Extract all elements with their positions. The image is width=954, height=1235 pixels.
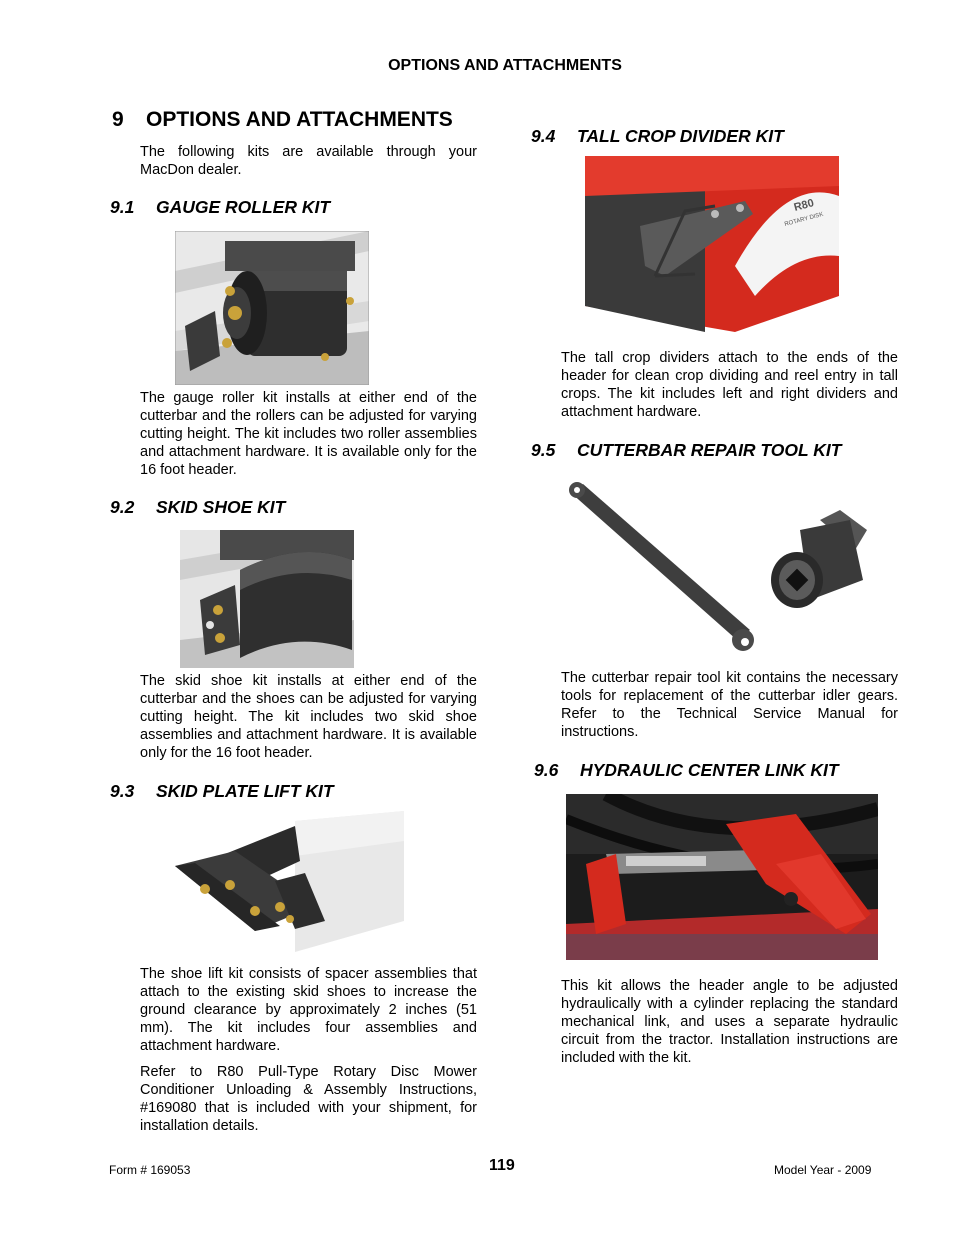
section-body-9-4 bbox=[561, 349, 898, 421]
section-body-9-6 bbox=[561, 977, 898, 1067]
section-title: TALL CROP DIVIDER KIT bbox=[577, 126, 784, 146]
section-paragraph: The tall crop dividers attach to the ends of the header for clean crop dividing and reel entry in tall crops. The kit includes left and right dividers and attachment hardware. bbox=[561, 350, 898, 420]
intro-text: The following kits are available through your MacDon dealer. bbox=[140, 144, 477, 178]
section-heading-9-2 bbox=[110, 497, 285, 518]
hydraulic-center-link-image bbox=[566, 794, 878, 960]
r80-decal: R80 bbox=[792, 197, 816, 214]
footer-form-number: Form # 169053 bbox=[109, 1163, 191, 1177]
footer-model-year: Model Year - 2009 bbox=[774, 1163, 872, 1177]
section-paragraph: The gauge roller kit installs at either end of the cutterbar and the rollers can be adjusted for varying cutting height. The kit includes two roller assemblies and attachment hardware. It is available only for the 16 foot header. bbox=[140, 390, 477, 478]
section-heading-9-1 bbox=[110, 197, 330, 218]
section-paragraph: This kit allows the header angle to be adjusted hydraulically with a cylinder replacing the standard mechanical link, and uses a separate hydraulic circuit from the tractor. Installation instructions are included with the kit. bbox=[561, 978, 898, 1066]
section-number: 9.4 bbox=[531, 126, 556, 146]
section-body-9-3 bbox=[140, 965, 477, 1135]
section-heading-9-4 bbox=[531, 126, 784, 147]
skid-shoe-image bbox=[180, 530, 354, 668]
section-body-9-5 bbox=[561, 669, 898, 741]
section-number: 9.2 bbox=[110, 497, 135, 517]
cutterbar-repair-tool-image bbox=[565, 480, 875, 658]
section-title: SKID SHOE KIT bbox=[156, 497, 286, 517]
section-heading-9-6 bbox=[534, 760, 839, 781]
section-body-9-2 bbox=[140, 672, 477, 762]
chapter-number: 9 bbox=[112, 108, 124, 131]
page-number: 119 bbox=[489, 1157, 515, 1174]
section-number: 9.5 bbox=[531, 440, 556, 460]
section-number: 9.6 bbox=[534, 760, 559, 780]
section-number: 9.3 bbox=[110, 781, 135, 801]
skid-plate-lift-image bbox=[175, 811, 404, 952]
gauge-roller-image bbox=[175, 231, 369, 385]
intro-paragraph bbox=[140, 143, 477, 179]
section-title: GAUGE ROLLER KIT bbox=[156, 197, 331, 217]
rotary-disk-decal: ROTARY DISK bbox=[783, 211, 825, 228]
section-paragraph: The skid shoe kit installs at either end of the cutterbar and the shoes can be adjusted for varying cutting height. The kit includes two skid shoe assemblies and attachment hardware. It is available only for the 16 foot header. bbox=[140, 673, 477, 761]
tall-crop-divider-image bbox=[585, 156, 839, 332]
section-title: SKID PLATE LIFT KIT bbox=[156, 781, 334, 801]
chapter-title: OPTIONS AND ATTACHMENTS bbox=[146, 108, 453, 131]
section-number: 9.1 bbox=[110, 197, 135, 217]
section-title: HYDRAULIC CENTER LINK KIT bbox=[580, 760, 839, 780]
chapter-heading bbox=[112, 108, 453, 132]
section-body-9-1 bbox=[140, 389, 477, 479]
section-paragraph: The shoe lift kit consists of spacer assemblies that attach to the existing skid shoes to increase the ground clearance by approximately 2 inches (51 mm). The kit includes four assemblies and attachment hardware. bbox=[140, 966, 477, 1054]
section-paragraph: Refer to R80 Pull-Type Rotary Disc Mower Conditioner Unloading & Assembly Instructions, #169080 that is included with your shipment, for installation details. bbox=[140, 1064, 477, 1134]
section-heading-9-5 bbox=[531, 440, 841, 461]
section-heading-9-3 bbox=[110, 781, 334, 802]
section-title: CUTTERBAR REPAIR TOOL KIT bbox=[577, 440, 842, 460]
running-header: OPTIONS AND ATTACHMENTS bbox=[388, 57, 622, 74]
section-paragraph: The cutterbar repair tool kit contains the necessary tools for replacement of the cutterbar idler gears. Refer to the Technical Service Manual for instructions. bbox=[561, 670, 898, 740]
